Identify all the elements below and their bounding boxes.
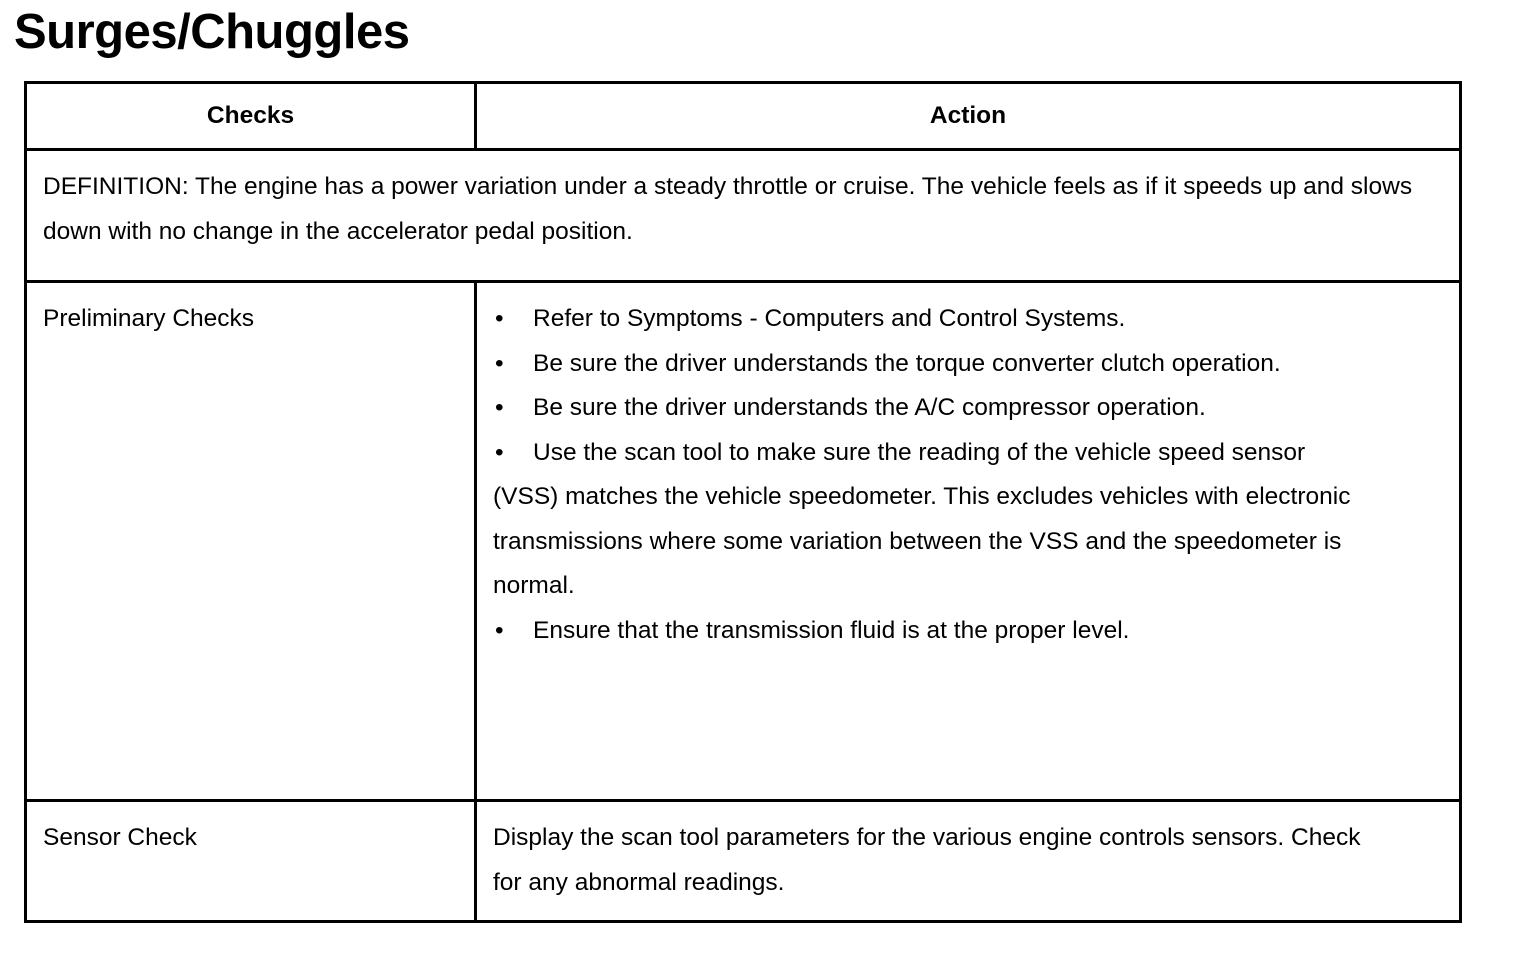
bullet-text: Be sure the driver understands the torque converter clutch operation. xyxy=(533,349,1281,377)
list-item xyxy=(493,386,1373,431)
diagnostic-table xyxy=(24,81,1462,923)
preliminary-bullet-list xyxy=(493,297,1373,653)
page-title: Surges/Chuggles xyxy=(14,5,410,59)
action-sensor-text: Display the scan tool parameters for the various engine controls sensors. Check for any abnormal readings. xyxy=(493,824,1361,896)
check-sensor: Sensor Check xyxy=(26,801,476,922)
list-item xyxy=(493,297,1373,342)
check-preliminary: Preliminary Checks xyxy=(26,282,476,801)
list-item xyxy=(493,431,1373,609)
table-row xyxy=(26,282,1461,801)
header-checks: Checks xyxy=(26,83,476,150)
table-row xyxy=(26,801,1461,922)
bullet-icon: • xyxy=(495,616,504,644)
bullet-icon: • xyxy=(495,438,504,466)
bullet-text: Be sure the driver understands the A/C compressor operation. xyxy=(533,394,1206,421)
bullet-icon: • xyxy=(495,394,504,421)
action-sensor xyxy=(476,801,1461,922)
bullet-text: Ensure that the transmission fluid is at the proper level. xyxy=(533,616,1130,644)
bullet-text: Refer to Symptoms - Computers and Control Systems. xyxy=(533,305,1126,332)
bullet-icon: • xyxy=(495,305,504,332)
list-item xyxy=(493,609,1373,654)
bullet-icon: • xyxy=(495,349,504,377)
list-item xyxy=(493,342,1373,387)
definition-row xyxy=(26,150,1461,282)
table-header-row xyxy=(26,83,1461,150)
header-action: Action xyxy=(476,83,1461,150)
action-preliminary xyxy=(476,282,1461,801)
definition-text: DEFINITION: The engine has a power variation under a steady throttle or cruise. The vehicle feels as if it speeds up and slows down with no change in the accelerator pedal position. xyxy=(26,150,1461,282)
bullet-text: Use the scan tool to make sure the reading of the vehicle speed sensor (VSS) matches the vehicle speedometer. This excludes vehicles with electronic transmissions where some variation between the VSS and the speedometer is normal. xyxy=(493,438,1351,599)
